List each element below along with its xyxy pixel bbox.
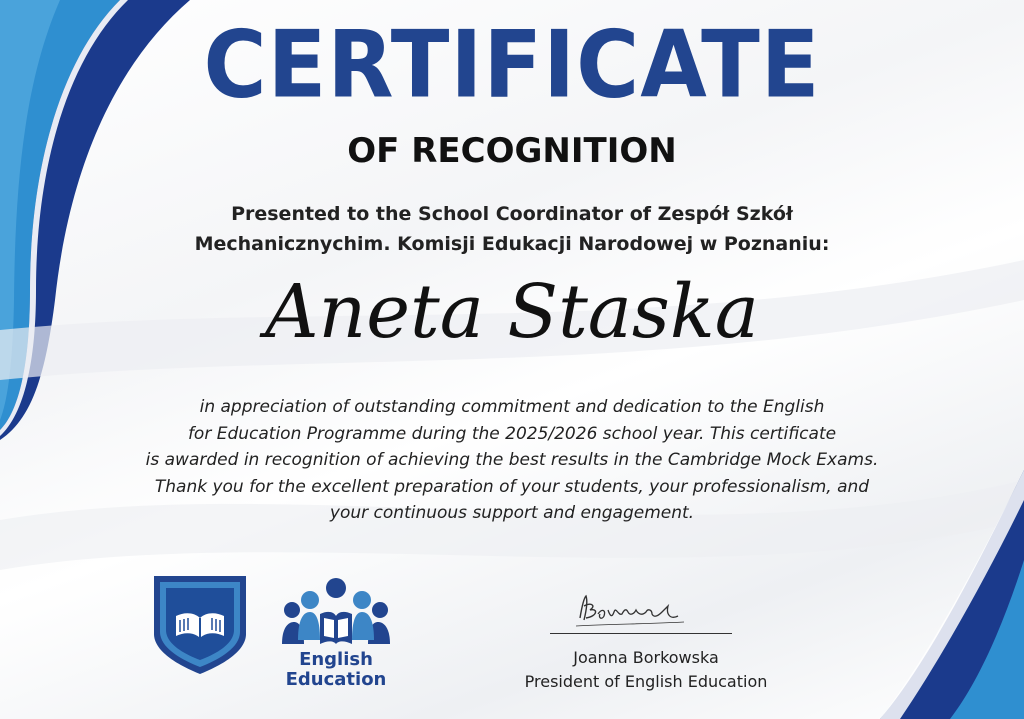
certificate-title: CERTIFICATE <box>203 10 821 119</box>
recipient-name: Aneta Staska <box>265 269 759 355</box>
presented-line-2: Mechanicznychim. Komisji Edukacji Narodowej w Poznaniu: <box>194 233 830 255</box>
handwritten-signature <box>568 588 688 632</box>
open-book-shield-icon <box>150 572 250 676</box>
signer-block <box>490 646 802 694</box>
message-line: is awarded in recognition of achieving the best results in the Cambridge Mock Exams. <box>145 450 879 470</box>
signature-line <box>550 633 732 634</box>
reading-people-icon <box>276 578 396 646</box>
signer-name: Joanna Borkowska <box>573 648 719 667</box>
appreciation-message <box>90 394 934 527</box>
logo-line-1: English <box>299 649 373 670</box>
message-line: for Education Programme during the 2025/2026 school year. This certificate <box>187 423 837 444</box>
presented-line-1: Presented to the School Coordinator of Zespół Szkół <box>231 203 793 225</box>
presented-to-text <box>160 199 864 259</box>
message-line: your continuous support and engagement. <box>329 503 695 523</box>
logo-line-2: Education <box>285 669 387 690</box>
english-education-logo <box>276 578 396 690</box>
message-line: in appreciation of outstanding commitment and dedication to the English <box>199 397 825 417</box>
certificate-subtitle: OF RECOGNITION <box>347 131 677 171</box>
message-line: Thank you for the excellent preparation of your students, your professionalism, and <box>154 476 870 497</box>
signer-title: President of English Education <box>524 672 768 691</box>
